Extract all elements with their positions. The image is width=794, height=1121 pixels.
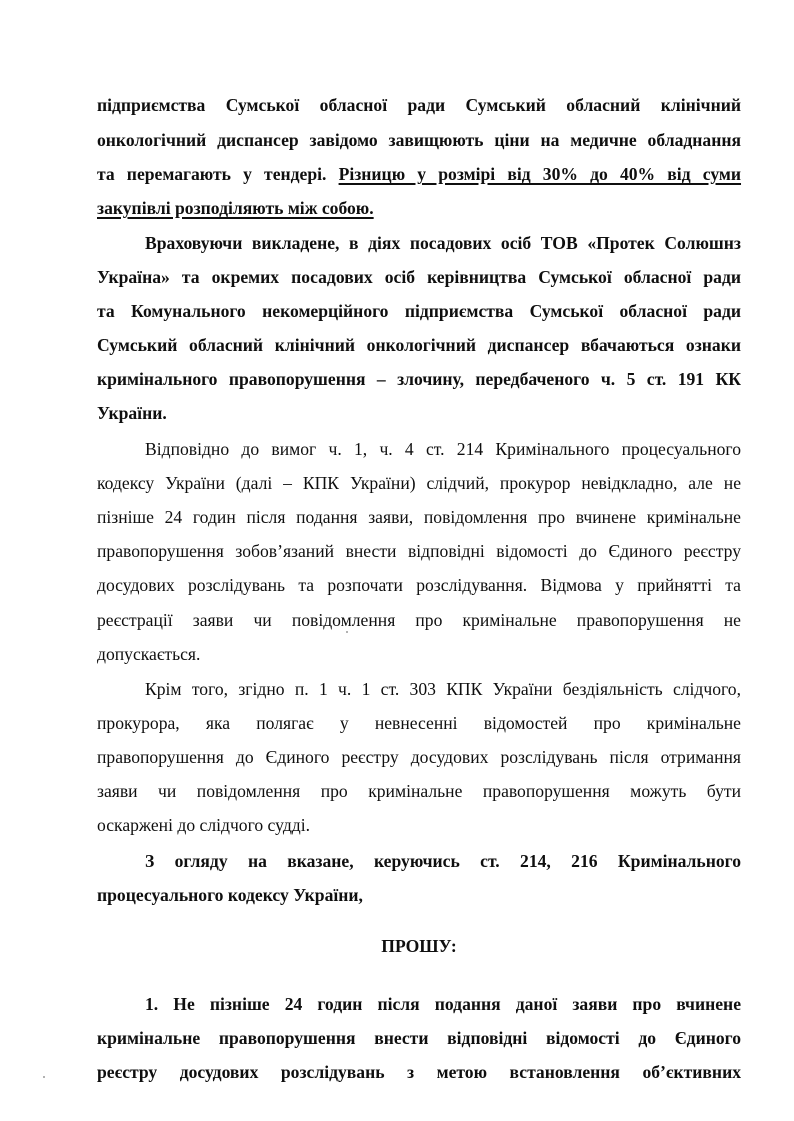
underlined-text-run: Різницю у розмірі від 30% до 40% від суми <box>338 164 742 184</box>
text-run: та перемагають у тендері. <box>97 164 339 184</box>
text-line: та Комунального некомерційного підприємства Сумської обласної ради <box>97 301 741 321</box>
text-line: Крім того, згідно п. 1 ч. 1 ст. 303 КПК України бездіяльність слідчого, <box>145 679 741 699</box>
text-line: прокурора, яка полягає у невнесенні відомостей про кримінальне <box>97 713 741 733</box>
text-line: онкологічний диспансер завідомо завищюють ціни на медичне обладнання <box>97 130 741 150</box>
text-line: підприємства Сумської обласної ради Сумський обласний клінічний <box>97 95 741 115</box>
underlined-text-run: закупівлі розподіляють між собою. <box>97 198 374 218</box>
scan-speck <box>346 631 348 633</box>
text-line <box>97 166 741 184</box>
text-line: України. <box>97 403 167 423</box>
text-line: процесуального кодексу України, <box>97 885 363 905</box>
text-line: Сумський обласний клінічний онкологічний диспансер вбачаються ознаки <box>97 335 741 355</box>
text-line: реєстрації заяви чи повідомлення про кримінальне правопорушення не <box>97 610 741 630</box>
section-heading: ПРОШУ: <box>381 936 457 956</box>
text-line <box>97 200 741 218</box>
text-line: З огляду на вказане, керуючись ст. 214, 216 Кримінального <box>145 851 741 871</box>
text-line: кримінального правопорушення – злочину, передбаченого ч. 5 ст. 191 КК <box>97 369 741 389</box>
scan-speck <box>43 1076 45 1078</box>
text-line: допускається. <box>97 644 201 664</box>
text-line: правопорушення зобов’язаний внести відповідні відомості до Єдиного реєстру <box>97 541 741 561</box>
text-line: кодексу України (далі – КПК України) слідчий, прокурор невідкладно, але не <box>97 473 741 493</box>
text-line: реєстру досудових розслідувань з метою встановлення об’єктивних <box>97 1062 741 1082</box>
text-line: досудових розслідувань та розпочати розслідування. Відмова у прийнятті та <box>97 575 741 595</box>
text-line: пізніше 24 годин після подання заяви, повідомлення про вчинене кримінальне <box>97 507 741 527</box>
text-line: Враховуючи викладене, в діях посадових осіб ТОВ «Протек Солюшнз <box>145 233 741 253</box>
text-line: заяви чи повідомлення про кримінальне правопорушення можуть бути <box>97 781 741 801</box>
text-line: правопорушення до Єдиного реєстру досудових розслідувань після отримання <box>97 747 741 767</box>
text-line: 1. Не пізніше 24 годин після подання даної заяви про вчинене <box>145 994 741 1014</box>
text-line: кримінальне правопорушення внести відповідні відомості до Єдиного <box>97 1028 741 1048</box>
text-line: оскаржені до слідчого судді. <box>97 815 311 835</box>
text-line: Відповідно до вимог ч. 1, ч. 4 ст. 214 Кримінального процесуального <box>145 439 741 459</box>
text-line: Україна» та окремих посадових осіб керівництва Сумської обласної ради <box>97 267 741 287</box>
